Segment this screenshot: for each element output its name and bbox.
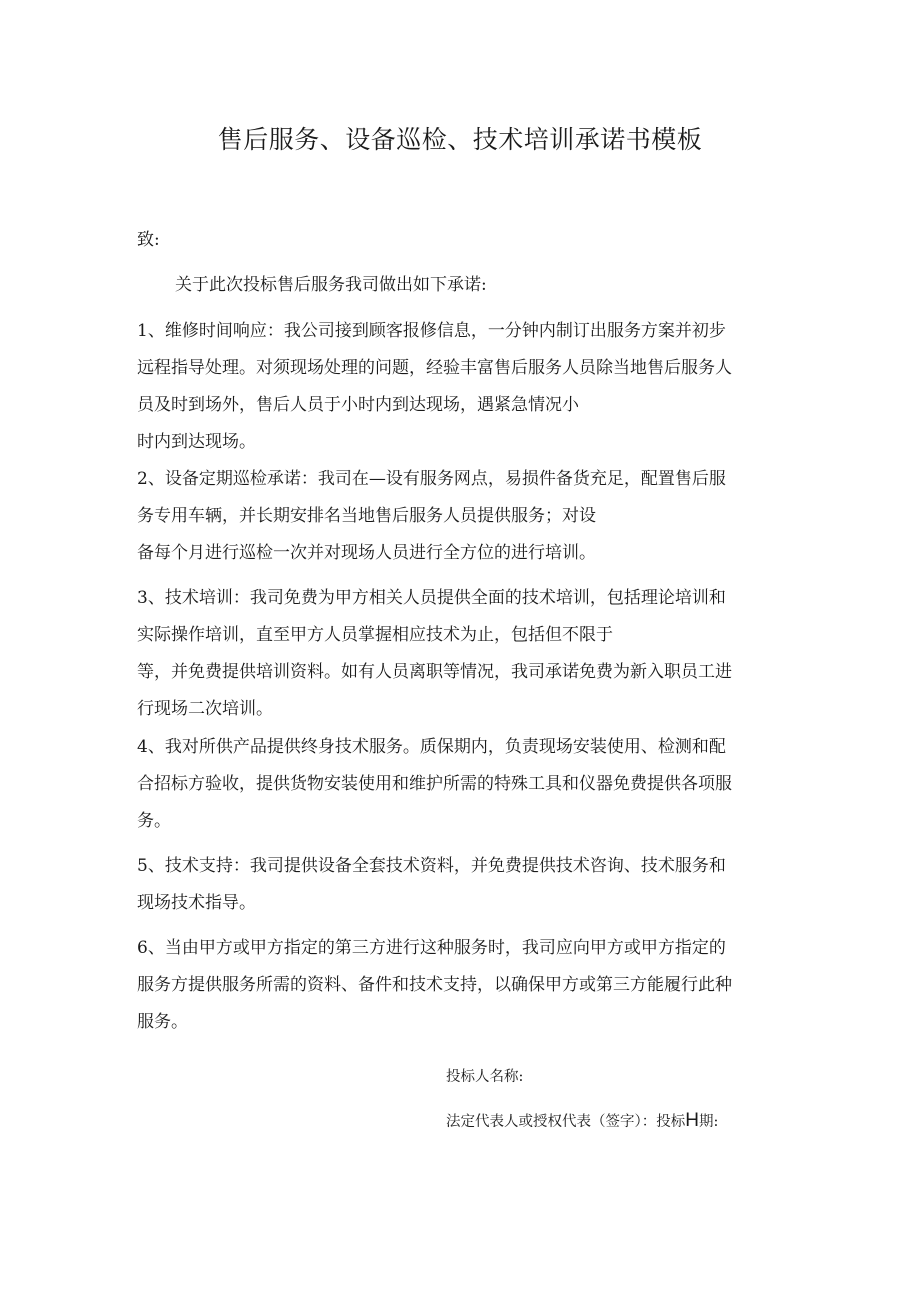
item-2-line-1: 2、设备定期巡检承诺：我司在—设有服务网点，易损件备货充足，配置售后服 [137, 469, 726, 489]
item-4-line-2: 合招标方验收，提供货物安装使用和维护所需的特殊工具和仪器免费提供各项服 [137, 774, 732, 794]
item-6-line-3: 服务。 [137, 1012, 188, 1032]
commitment-item-4 [137, 729, 785, 840]
item-5-line-1: 5、技术支持：我司提供设备全套技术资料，并免费提供技术咨询、技术服务和 [137, 856, 726, 876]
item-1-line-3: 员及时到场外，售后人员于小时内到达现场，遇紧急情况小 [137, 395, 579, 415]
bidder-name-label: 投标人名称: [446, 1069, 524, 1085]
commitment-item-6 [137, 930, 785, 1041]
item-2-line-2: 务专用车辆，并长期安排名当地售后服务人员提供服务；对设 [137, 506, 596, 526]
commitment-item-2 [137, 461, 785, 572]
item-1-line-1: 1、维修时间响应：我公司接到顾客报修信息，一分钟内制订出服务方案并初步 [137, 321, 726, 341]
signature-date-line [446, 1110, 718, 1132]
intro-paragraph: 关于此次投标售后服务我司做出如下承诺: [175, 275, 487, 295]
commitment-item-5 [137, 848, 785, 922]
item-4-line-3: 务。 [137, 811, 171, 831]
item-1-line-2: 远程指导处理。对须现场处理的问题，经验丰富售后服务人员除当地售后服务人 [137, 358, 732, 378]
item-5-line-2: 现场技术指导。 [137, 893, 256, 913]
item-6-line-1: 6、当由甲方或甲方指定的第三方进行这种服务时，我司应向甲方或甲方指定的 [137, 938, 726, 958]
item-6-line-2: 服务方提供服务所需的资料、备件和技术支持，以确保甲方或第三方能履行此种 [137, 975, 732, 995]
signature-label: 法定代表人或授权代表（签字）：投标 [446, 1114, 686, 1130]
commitment-item-1 [137, 313, 785, 461]
item-1-line-4: 时内到达现场。 [137, 432, 256, 452]
item-3-line-1: 3、技术培训：我司免费为甲方相关人员提供全面的技术培训，包括理论培训和 [137, 588, 726, 608]
item-3-line-3: 等，并免费提供培训资料。如有人员离职等情况，我司承诺免费为新入职员工进 [137, 662, 732, 682]
salutation: 致: [137, 230, 160, 250]
item-3-line-2: 实际操作培训，直至甲方人员掌握相应技术为止，包括但不限于 [137, 625, 613, 645]
item-3-line-4: 行现场二次培训。 [137, 699, 273, 719]
page-title: 售后服务、设备巡检、技术培训承诺书模板 [217, 125, 703, 154]
signature-date-h: H [685, 1110, 699, 1131]
signature-date-suffix: 期: [698, 1114, 719, 1130]
commitment-item-3 [137, 580, 785, 728]
item-4-line-1: 4、我对所供产品提供终身技术服务。质保期内，负责现场安装使用、检测和配 [137, 737, 726, 757]
item-2-line-3: 备每个月进行巡检一次并对现场人员进行全方位的进行培训。 [137, 543, 596, 563]
